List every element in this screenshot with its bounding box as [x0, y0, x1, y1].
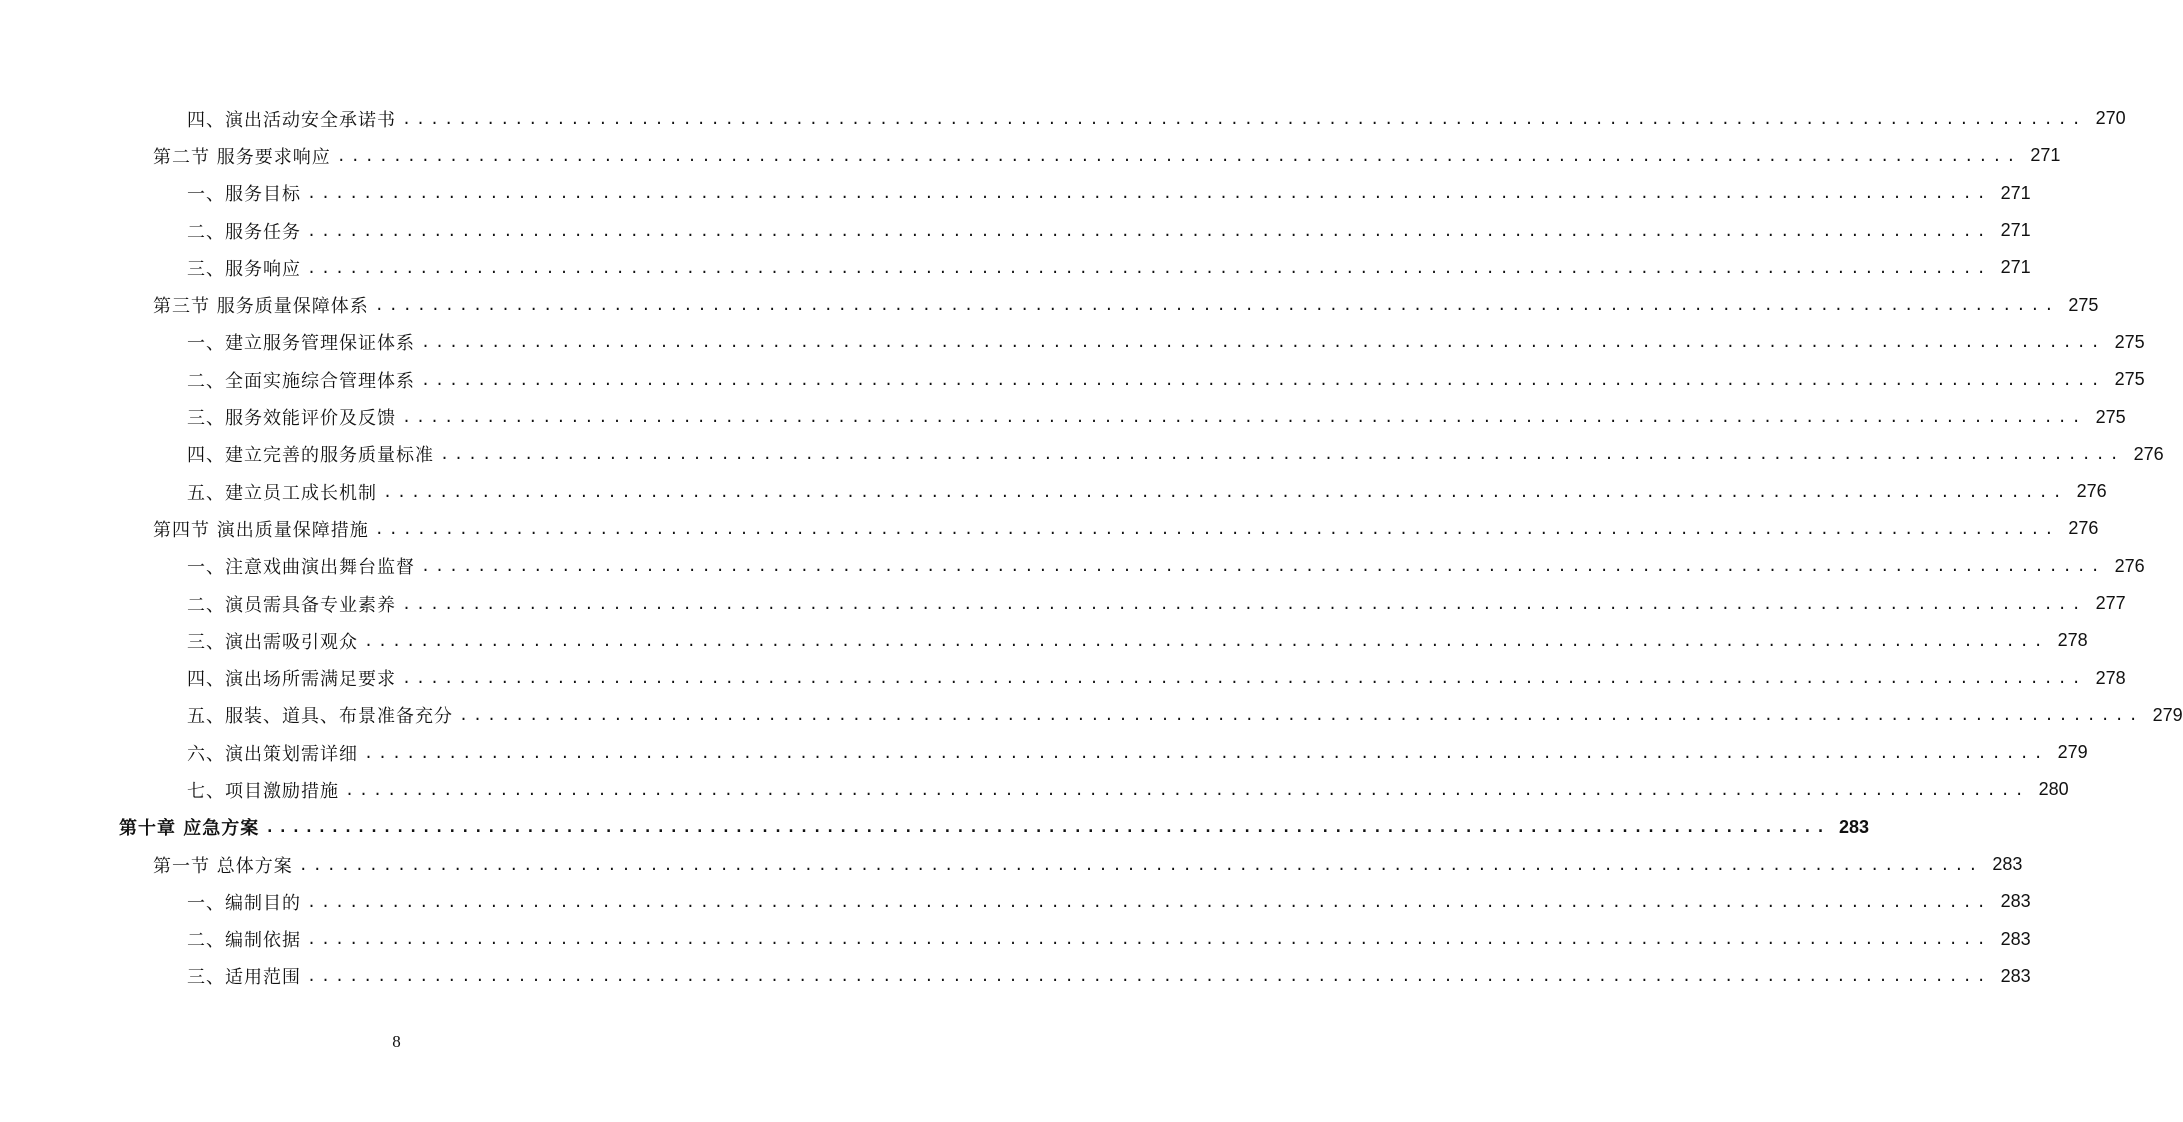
- toc-entry-title: 第十章 应急方案: [119, 818, 260, 840]
- toc-leader-dots: ........................................................................................................................: [345, 780, 2029, 799]
- toc-leader-dots: ........................................................................................................................: [336, 146, 2021, 165]
- toc-entry[interactable]: [0, 921, 2031, 958]
- toc-leader-dots: ........................................................................................................................: [383, 482, 2067, 501]
- toc-entry-page: 275: [2114, 369, 2145, 390]
- toc-entry-title: 三、服务效能评价及反馈: [187, 408, 396, 430]
- toc-leader-dots: ........................................................................................................................: [402, 669, 2086, 688]
- toc-entry[interactable]: [0, 734, 2088, 771]
- toc-entry-page: 280: [2038, 779, 2069, 800]
- toc-entry[interactable]: [0, 585, 2126, 622]
- toc-entry-page: 276: [2133, 443, 2164, 464]
- toc-leader-dots: ........................................................................................................................: [307, 184, 1991, 203]
- toc-leader-dots: ........................................................................................................................: [265, 818, 1829, 837]
- toc-entry[interactable]: [0, 436, 2164, 473]
- toc-entry[interactable]: [0, 883, 2031, 920]
- toc-leader-dots: ........................................................................................................................: [298, 855, 1983, 874]
- toc-entry-title: 二、服务任务: [187, 221, 301, 243]
- toc-leader-dots: ........................................................................................................................: [374, 519, 2059, 538]
- toc-entry-page: 271: [2030, 145, 2061, 166]
- toc-leader-dots: ........................................................................................................................: [364, 631, 2048, 650]
- toc-entry-title: 五、服装、道具、布景准备充分: [187, 706, 453, 728]
- toc-entry-page: 283: [1838, 816, 1869, 837]
- toc-entry-page: 271: [2000, 257, 2031, 278]
- toc-entry-page: 276: [2068, 518, 2099, 539]
- toc-entry-title: 第三节 服务质量保障体系: [153, 296, 369, 318]
- toc-entry[interactable]: [0, 286, 2099, 323]
- toc-entry-title: 四、建立完善的服务质量标准: [187, 445, 434, 467]
- toc-entry-title: 第一节 总体方案: [153, 855, 293, 877]
- toc-leader-dots: ........................................................................................................................: [402, 408, 2086, 427]
- toc-entry-page: 279: [2152, 704, 2183, 725]
- toc-leader-dots: ........................................................................................................................: [307, 967, 1991, 986]
- toc-entry-page: 278: [2095, 667, 2126, 688]
- toc-entry-title: 三、适用范围: [187, 967, 301, 989]
- toc-entry-title: 一、服务目标: [187, 184, 301, 206]
- toc-entry-page: 271: [2000, 220, 2031, 241]
- toc-leader-dots: ........................................................................................................................: [402, 594, 2086, 613]
- toc-entry-page: 275: [2068, 294, 2099, 315]
- toc-entry[interactable]: [0, 622, 2088, 659]
- table-of-contents: [0, 100, 2183, 995]
- toc-leader-dots: ........................................................................................................................: [421, 557, 2105, 576]
- toc-leader-dots: ........................................................................................................................: [374, 296, 2059, 315]
- toc-leader-dots: ........................................................................................................................: [402, 109, 2086, 128]
- toc-entry[interactable]: [0, 548, 2145, 585]
- toc-entry-title: 七、项目激励措施: [187, 780, 339, 802]
- toc-entry-title: 三、演出需吸引观众: [187, 631, 358, 653]
- toc-entry[interactable]: [0, 510, 2099, 547]
- toc-entry-page: 278: [2057, 630, 2088, 651]
- toc-entry-title: 一、建立服务管理保证体系: [187, 333, 415, 355]
- toc-entry-title: 二、演员需具备专业素养: [187, 594, 396, 616]
- toc-entry-title: 一、编制目的: [187, 892, 301, 914]
- toc-entry-title: 四、演出活动安全承诺书: [187, 109, 396, 131]
- toc-entry-title: 四、演出场所需满足要求: [187, 669, 396, 691]
- toc-entry[interactable]: [0, 324, 2145, 361]
- toc-entry[interactable]: [0, 137, 2061, 174]
- toc-leader-dots: ........................................................................................................................: [307, 258, 1991, 277]
- toc-entry-title: 五、建立员工成长机制: [187, 482, 377, 504]
- toc-entry-page: 283: [2000, 891, 2031, 912]
- toc-entry[interactable]: [0, 697, 2183, 734]
- toc-entry-page: 275: [2095, 406, 2126, 427]
- toc-entry-page: 276: [2114, 555, 2145, 576]
- toc-entry-title: 第四节 演出质量保障措施: [153, 519, 369, 541]
- toc-entry-page: 283: [2000, 928, 2031, 949]
- toc-entry-title: 二、编制依据: [187, 930, 301, 952]
- toc-entry[interactable]: [0, 846, 2023, 883]
- toc-entry[interactable]: [0, 212, 2031, 249]
- toc-entry-title: 三、服务响应: [187, 258, 301, 280]
- toc-entry-page: 277: [2095, 593, 2126, 613]
- toc-leader-dots: ........................................................................................................................: [421, 333, 2105, 352]
- toc-entry-page: 271: [2000, 182, 2031, 203]
- toc-entry[interactable]: [0, 659, 2126, 696]
- toc-entry-page: 279: [2057, 742, 2088, 763]
- toc-entry[interactable]: [0, 473, 2107, 510]
- toc-entry-title: 第二节 服务要求响应: [153, 146, 331, 168]
- toc-entry-page: 276: [2076, 481, 2107, 502]
- toc-entry[interactable]: [0, 809, 1869, 846]
- toc-entry[interactable]: [0, 249, 2031, 286]
- toc-leader-dots: ........................................................................................................................: [440, 445, 2124, 464]
- toc-leader-dots: ........................................................................................................................: [421, 370, 2105, 389]
- toc-leader-dots: ........................................................................................................................: [307, 930, 1991, 949]
- toc-entry[interactable]: [0, 771, 2069, 808]
- toc-entry-page: 270: [2095, 108, 2126, 129]
- toc-leader-dots: ........................................................................................................................: [459, 706, 2143, 725]
- toc-entry-page: 283: [1992, 854, 2023, 875]
- toc-entry-title: 一、注意戏曲演出舞台监督: [187, 557, 415, 579]
- toc-entry[interactable]: [0, 361, 2145, 398]
- toc-entry-title: 六、演出策划需详细: [187, 743, 358, 765]
- toc-leader-dots: ........................................................................................................................: [307, 221, 1991, 240]
- toc-entry[interactable]: [0, 958, 2031, 995]
- toc-entry[interactable]: [0, 175, 2031, 212]
- toc-leader-dots: ........................................................................................................................: [307, 892, 1991, 911]
- toc-leader-dots: ........................................................................................................................: [364, 743, 2048, 762]
- toc-entry[interactable]: [0, 398, 2126, 435]
- page-number: 8: [392, 1032, 401, 1051]
- toc-entry-page: 283: [2000, 965, 2031, 986]
- toc-entry[interactable]: [0, 100, 2126, 137]
- toc-entry-title: 二、全面实施综合管理体系: [187, 370, 415, 392]
- toc-entry-page: 275: [2114, 331, 2145, 352]
